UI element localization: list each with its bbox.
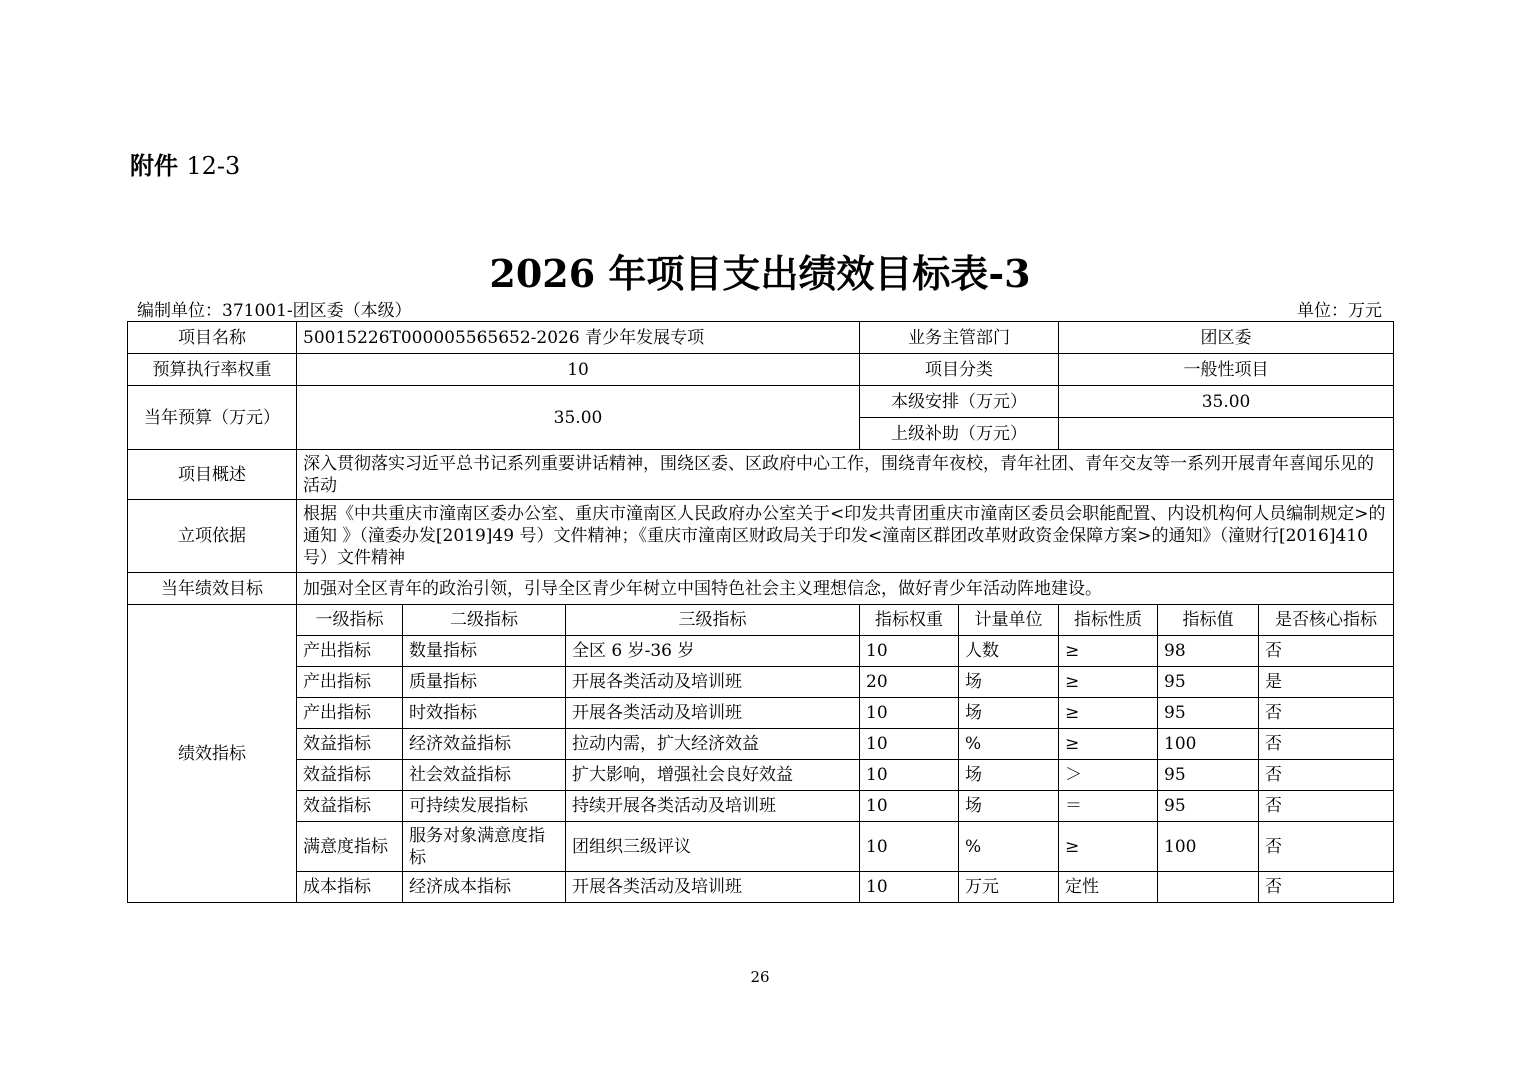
nature-cell: ≥ xyxy=(1059,636,1158,667)
value-cell: 95 xyxy=(1158,791,1259,822)
value-cell: 98 xyxy=(1158,636,1259,667)
level1-cell: 成本指标 xyxy=(297,872,403,903)
level1-cell: 效益指标 xyxy=(297,729,403,760)
compiling-unit: 编制单位：371001-团区委（本级） xyxy=(137,301,412,321)
header-cell: 二级指标 xyxy=(403,605,566,636)
indicator-row xyxy=(128,729,1394,760)
weight-cell: 10 xyxy=(860,822,959,872)
table-row xyxy=(128,573,1394,605)
page-title: 2026 年项目支出绩效目标表-3 xyxy=(489,251,1031,296)
core-cell: 否 xyxy=(1259,791,1394,822)
value-cell xyxy=(1158,872,1259,903)
nature-cell: ≥ xyxy=(1059,667,1158,698)
overview-label: 项目概述 xyxy=(128,450,297,500)
indicator-row xyxy=(128,698,1394,729)
level2-cell: 经济成本指标 xyxy=(403,872,566,903)
goal-label: 当年绩效目标 xyxy=(128,573,297,605)
page-number: 26 xyxy=(750,968,770,986)
dept-label: 业务主管部门 xyxy=(860,322,1059,354)
subsidy-value xyxy=(1059,418,1394,450)
unit-cell: 场 xyxy=(959,760,1059,791)
subsidy-label: 上级补助（万元） xyxy=(860,418,1059,450)
level2-cell: 社会效益指标 xyxy=(403,760,566,791)
level3-cell: 扩大影响，增强社会良好效益 xyxy=(566,760,860,791)
weight-cell: 10 xyxy=(860,760,959,791)
level1-cell: 产出指标 xyxy=(297,636,403,667)
nature-cell: ＝ xyxy=(1059,791,1158,822)
indicator-row xyxy=(128,872,1394,903)
level3-cell: 开展各类活动及培训班 xyxy=(566,667,860,698)
level2-cell: 可持续发展指标 xyxy=(403,791,566,822)
core-cell: 否 xyxy=(1259,636,1394,667)
attachment-word: 附件 xyxy=(130,151,178,180)
weight-cell: 10 xyxy=(860,791,959,822)
level3-cell: 全区 6 岁-36 岁 xyxy=(566,636,860,667)
project-name-label: 项目名称 xyxy=(128,322,297,354)
table-row xyxy=(128,322,1394,354)
category-value: 一般性项目 xyxy=(1059,354,1394,386)
indicator-section-label: 绩效指标 xyxy=(128,605,297,903)
header-cell: 三级指标 xyxy=(566,605,860,636)
rate-label: 预算执行率权重 xyxy=(128,354,297,386)
budget-value: 35.00 xyxy=(297,386,860,450)
core-cell: 否 xyxy=(1259,822,1394,872)
value-cell: 100 xyxy=(1158,729,1259,760)
header-cell: 一级指标 xyxy=(297,605,403,636)
level1-cell: 效益指标 xyxy=(297,760,403,791)
table-row xyxy=(128,500,1394,573)
level3-cell: 开展各类活动及培训班 xyxy=(566,698,860,729)
unit-cell: % xyxy=(959,822,1059,872)
level3-cell: 拉动内需，扩大经济效益 xyxy=(566,729,860,760)
weight-cell: 10 xyxy=(860,636,959,667)
header-cell: 指标性质 xyxy=(1059,605,1158,636)
attachment-label xyxy=(130,146,240,181)
weight-cell: 10 xyxy=(860,729,959,760)
level2-cell: 数量指标 xyxy=(403,636,566,667)
nature-cell: ＞ xyxy=(1059,760,1158,791)
goal-value: 加强对全区青年的政治引领，引导全区青少年树立中国特色社会主义理想信念，做好青少年活动阵地建设。 xyxy=(297,573,1394,605)
level2-cell: 经济效益指标 xyxy=(403,729,566,760)
core-cell: 否 xyxy=(1259,872,1394,903)
core-cell: 否 xyxy=(1259,760,1394,791)
level2-cell: 质量指标 xyxy=(403,667,566,698)
basis-label: 立项依据 xyxy=(128,500,297,573)
unit-cell: 场 xyxy=(959,791,1059,822)
level1-cell: 产出指标 xyxy=(297,698,403,729)
table-row xyxy=(128,386,1394,418)
weight-cell: 20 xyxy=(860,667,959,698)
unit-cell: 场 xyxy=(959,698,1059,729)
performance-table xyxy=(127,321,1394,903)
header-cell: 计量单位 xyxy=(959,605,1059,636)
weight-cell: 10 xyxy=(860,872,959,903)
level2-cell: 服务对象满意度指标 xyxy=(403,822,566,872)
nature-cell: ≥ xyxy=(1059,698,1158,729)
project-name-value: 50015226T000005565652-2026 青少年发展专项 xyxy=(297,322,860,354)
table-row xyxy=(128,354,1394,386)
level3-cell: 开展各类活动及培训班 xyxy=(566,872,860,903)
attachment-number: 12-3 xyxy=(186,152,241,180)
unit-cell: 场 xyxy=(959,667,1059,698)
level1-cell: 效益指标 xyxy=(297,791,403,822)
unit-cell: 万元 xyxy=(959,872,1059,903)
currency-unit: 单位：万元 xyxy=(1297,301,1382,321)
value-cell: 95 xyxy=(1158,760,1259,791)
indicator-row xyxy=(128,822,1394,872)
header-cell: 指标权重 xyxy=(860,605,959,636)
indicator-row xyxy=(128,791,1394,822)
unit-line xyxy=(137,296,1382,321)
weight-cell: 10 xyxy=(860,698,959,729)
nature-cell: 定性 xyxy=(1059,872,1158,903)
header-cell: 是否核心指标 xyxy=(1259,605,1394,636)
level1-cell: 满意度指标 xyxy=(297,822,403,872)
core-cell: 是 xyxy=(1259,667,1394,698)
nature-cell: ≥ xyxy=(1059,822,1158,872)
indicator-row xyxy=(128,760,1394,791)
header-cell: 指标值 xyxy=(1158,605,1259,636)
dept-value: 团区委 xyxy=(1059,322,1394,354)
core-cell: 否 xyxy=(1259,729,1394,760)
level3-cell: 团组织三级评议 xyxy=(566,822,860,872)
value-cell: 100 xyxy=(1158,822,1259,872)
table-row xyxy=(128,450,1394,500)
indicator-header-row xyxy=(128,605,1394,636)
level2-cell: 时效指标 xyxy=(403,698,566,729)
indicator-row xyxy=(128,636,1394,667)
value-cell: 95 xyxy=(1158,667,1259,698)
unit-cell: 人数 xyxy=(959,636,1059,667)
nature-cell: ≥ xyxy=(1059,729,1158,760)
core-cell: 否 xyxy=(1259,698,1394,729)
indicator-row xyxy=(128,667,1394,698)
basis-value: 根据《中共重庆市潼南区委办公室、重庆市潼南区人民政府办公室关于<印发共青团重庆市潼南区委员会职能配置、内设机构何人员编制规定>的通知 》（潼委办发[2019]49 号）文件精神；《重庆市潼南区财政局关于印发<潼南区群团改革财政资金保障方案>的通知》（潼财行[2016]410 号）文件精神 xyxy=(297,500,1394,573)
local-label: 本级安排（万元） xyxy=(860,386,1059,418)
overview-value: 深入贯彻落实习近平总书记系列重要讲话精神，围绕区委、区政府中心工作，围绕青年夜校，青年社团、青年交友等一系列开展青年喜闻乐见的活动 xyxy=(297,450,1394,500)
rate-value: 10 xyxy=(297,354,860,386)
category-label: 项目分类 xyxy=(860,354,1059,386)
budget-label: 当年预算（万元） xyxy=(128,386,297,450)
unit-cell: % xyxy=(959,729,1059,760)
local-value: 35.00 xyxy=(1059,386,1394,418)
value-cell: 95 xyxy=(1158,698,1259,729)
level1-cell: 产出指标 xyxy=(297,667,403,698)
level3-cell: 持续开展各类活动及培训班 xyxy=(566,791,860,822)
